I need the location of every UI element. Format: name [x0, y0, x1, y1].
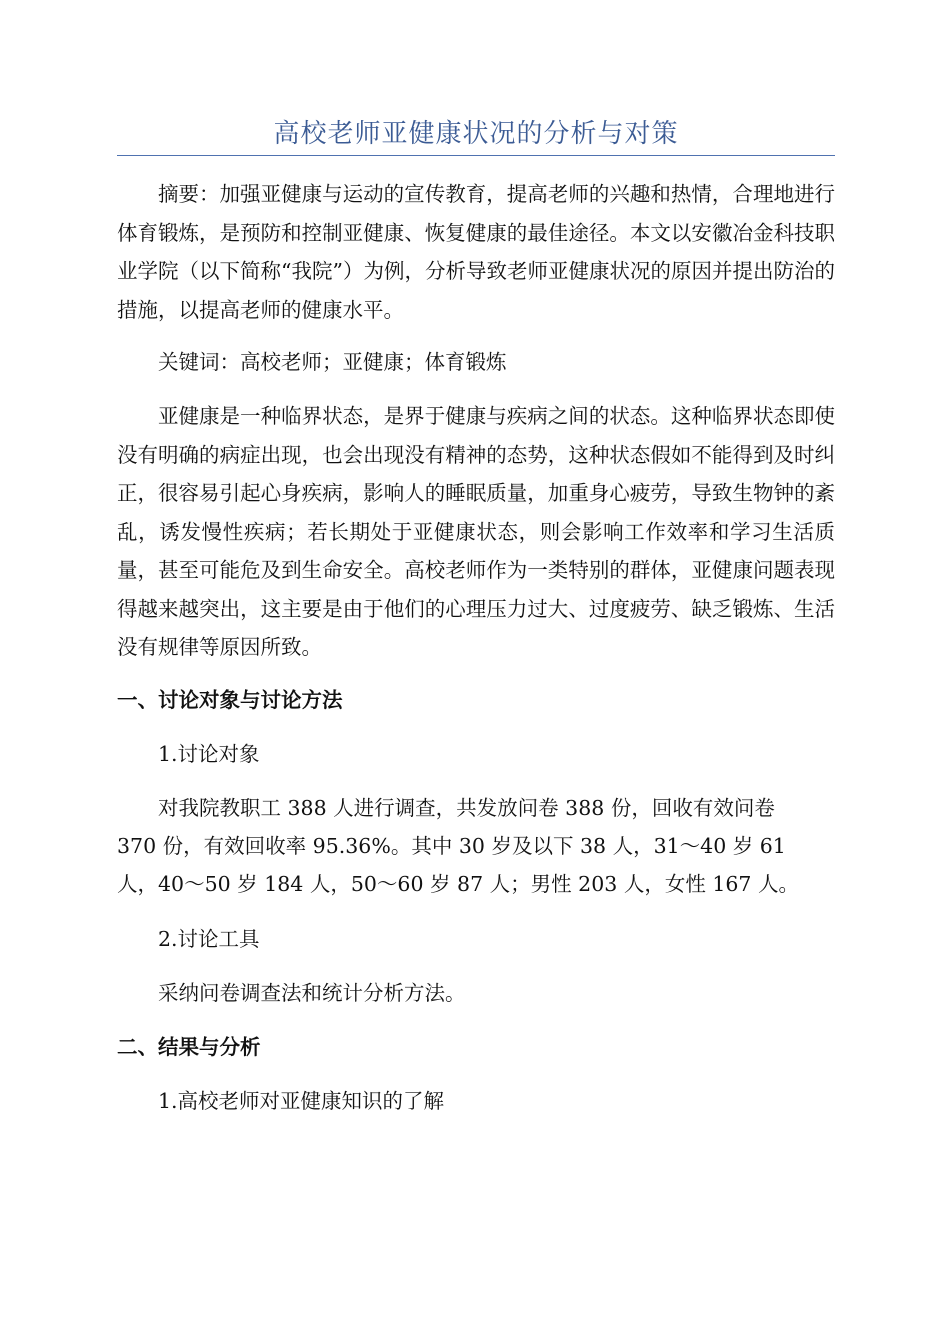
subheading-research-subjects: 1.讨论对象: [158, 742, 260, 766]
section-heading-2: 二、结果与分析: [117, 1035, 261, 1059]
research-tools-paragraph: 采纳问卷调查法和统计分析方法。: [158, 981, 466, 1005]
subheading-knowledge: 1.高校老师对亚健康知识的了解: [158, 1089, 445, 1113]
subheading-research-tools: 2.讨论工具: [158, 927, 260, 951]
keywords-paragraph: 关键词：高校老师；亚健康；体育锻炼: [158, 350, 507, 374]
intro-paragraph: 亚健康是一种临界状态，是界于健康与疾病之间的状态。这种临界状态即使没有明确的病症出现，也会出现没有精神的态势，这种状态假如不能得到及时纠正，很容易引起心身疾病，影响人的睡眠质量，加重身心疲劳，导致生物钟的紊乱，诱发慢性疾病；若长期处于亚健康状态，则会影响工作效率和学习生活质量，甚至可能危及到生命安全。高校老师作为一类特别的群体，亚健康问题表现得越来越突出，这主要是由于他们的心理压力过大、过度疲劳、缺乏锻炼、生活没有规律等原因所致。: [117, 404, 835, 659]
subjects-line-2: 370 份，有效回收率 95.36%。其中 30 岁及以下 38 人，31～40 岁 61: [117, 834, 786, 858]
abstract-paragraph: 摘要：加强亚健康与运动的宣传教育，提高老师的兴趣和热情，合理地进行体育锻炼，是预防和控制亚健康、恢复健康的最佳途径。本文以安徽冶金科技职业学院（以下简称“我院”）为例，分析导致老师亚健康状况的原因并提出防治的措施，以提高老师的健康水平。: [117, 182, 835, 322]
subjects-line-1: 对我院教职工 388 人进行调查，共发放问卷 388 份，回收有效问卷: [158, 796, 775, 820]
subjects-line-3: 人，40～50 岁 184 人，50～60 岁 87 人；男性 203 人，女性 167 人。: [117, 872, 799, 896]
research-subjects-paragraph: [117, 789, 835, 903]
document-title: 高校老师亚健康状况的分析与对策: [273, 119, 679, 149]
section-heading-1: 一、讨论对象与讨论方法: [117, 688, 343, 712]
title-underline: [117, 155, 835, 156]
